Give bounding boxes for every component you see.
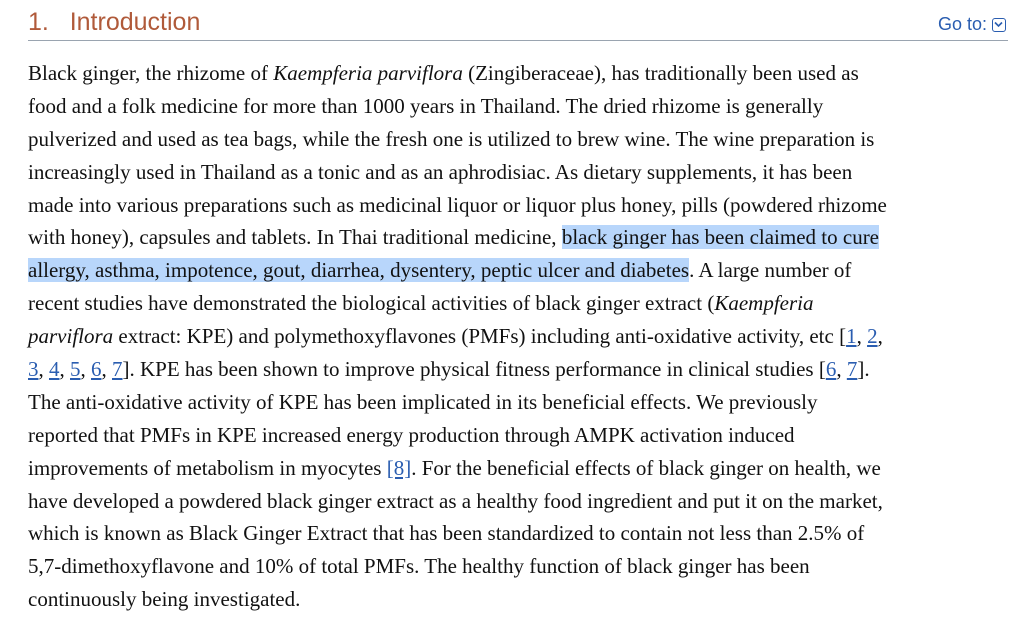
text-line: made into various preparations such as medicinal liquor or liquor plus honey, pills (powdered rhizome	[28, 192, 887, 217]
text-line: reported that PMFs in KPE increased energy production through AMPK activation induced	[28, 422, 795, 447]
species-name: Kaempferia parviflora	[273, 61, 463, 85]
highlighted-selection[interactable]: allergy, asthma, impotence, gout, diarrhea, dysentery, peptic ulcer and diabetes	[28, 258, 690, 283]
reference-link-6[interactable]: 6	[825, 357, 837, 382]
reference-link-6[interactable]: 6	[91, 357, 102, 382]
reference-link-5[interactable]: 5	[70, 357, 81, 382]
text-line: recent studies have demonstrated the biological activities of black ginger extract (Kaempferia	[28, 291, 814, 316]
text-line: parviflora extract: KPE) and polymethoxyflavones (PMFs) including anti-oxidative activity, etc [1, 2,	[28, 324, 883, 349]
text-line: improvements of metabolism in myocytes [8]. For the beneficial effects of black ginger on health, we	[28, 455, 881, 480]
introduction-paragraph	[28, 57, 1013, 616]
section-title-text: Introduction	[69, 8, 201, 36]
section-header	[28, 6, 1008, 41]
text-line: Black ginger, the rhizome of Kaempferia parviflora (Zingiberaceae), has traditionally been used as	[28, 61, 859, 85]
go-to-menu[interactable]	[938, 14, 1006, 35]
reference-link-7[interactable]: 7	[112, 357, 123, 382]
text-line: with honey), capsules and tablets. In Thai traditional medicine, black ginger has been claimed to cure	[28, 225, 880, 250]
text-line: allergy, asthma, impotence, gout, diarrhea, dysentery, peptic ulcer and diabetes. A large number of	[28, 258, 852, 283]
reference-link-1[interactable]: 1	[846, 324, 857, 349]
text-line: increasingly used in Thailand as a tonic and as an aphrodisiac. As dietary supplements, it has been	[28, 159, 853, 184]
text-line: have developed a powdered black ginger extract as a healthy food ingredient and put it on the market,	[28, 488, 883, 513]
reference-link-2[interactable]: 2	[867, 324, 878, 349]
text-line: continuously being investigated.	[28, 587, 301, 612]
species-name: Kaempferia	[714, 291, 814, 316]
text-line: pulverized and used as tea bags, while the fresh one is utilized to brew wine. The wine preparation is	[28, 126, 875, 151]
reference-link-7[interactable]: 7	[846, 357, 858, 382]
highlighted-selection[interactable]: black ginger has been claimed to cure	[561, 225, 880, 250]
species-name: parviflora	[28, 324, 114, 349]
section-title	[28, 8, 200, 37]
go-to-label[interactable]: Go to:	[937, 14, 987, 34]
text-line: 3, 4, 5, 6, 7]. KPE has been shown to improve physical fitness performance in clinical studies [6, 7].	[28, 357, 870, 382]
chevron-down-icon[interactable]	[992, 18, 1006, 32]
text-line: 5,7-dimethoxyflavone and 10% of total PMFs. The healthy function of black ginger has been	[28, 554, 810, 579]
section-number: 1.	[28, 8, 49, 36]
text-line: which is known as Black Ginger Extract that has been standardized to contain not less than 2.5% of	[28, 521, 865, 546]
reference-link-8[interactable]: [8]	[386, 455, 412, 480]
text-line: food and a folk medicine for more than 1000 years in Thailand. The dried rhizome is generally	[28, 93, 824, 118]
reference-link-3[interactable]: 3	[28, 357, 39, 382]
reference-link-4[interactable]: 4	[49, 357, 60, 382]
text-line: The anti-oxidative activity of KPE has been implicated in its beneficial effects. We previously	[28, 389, 818, 414]
